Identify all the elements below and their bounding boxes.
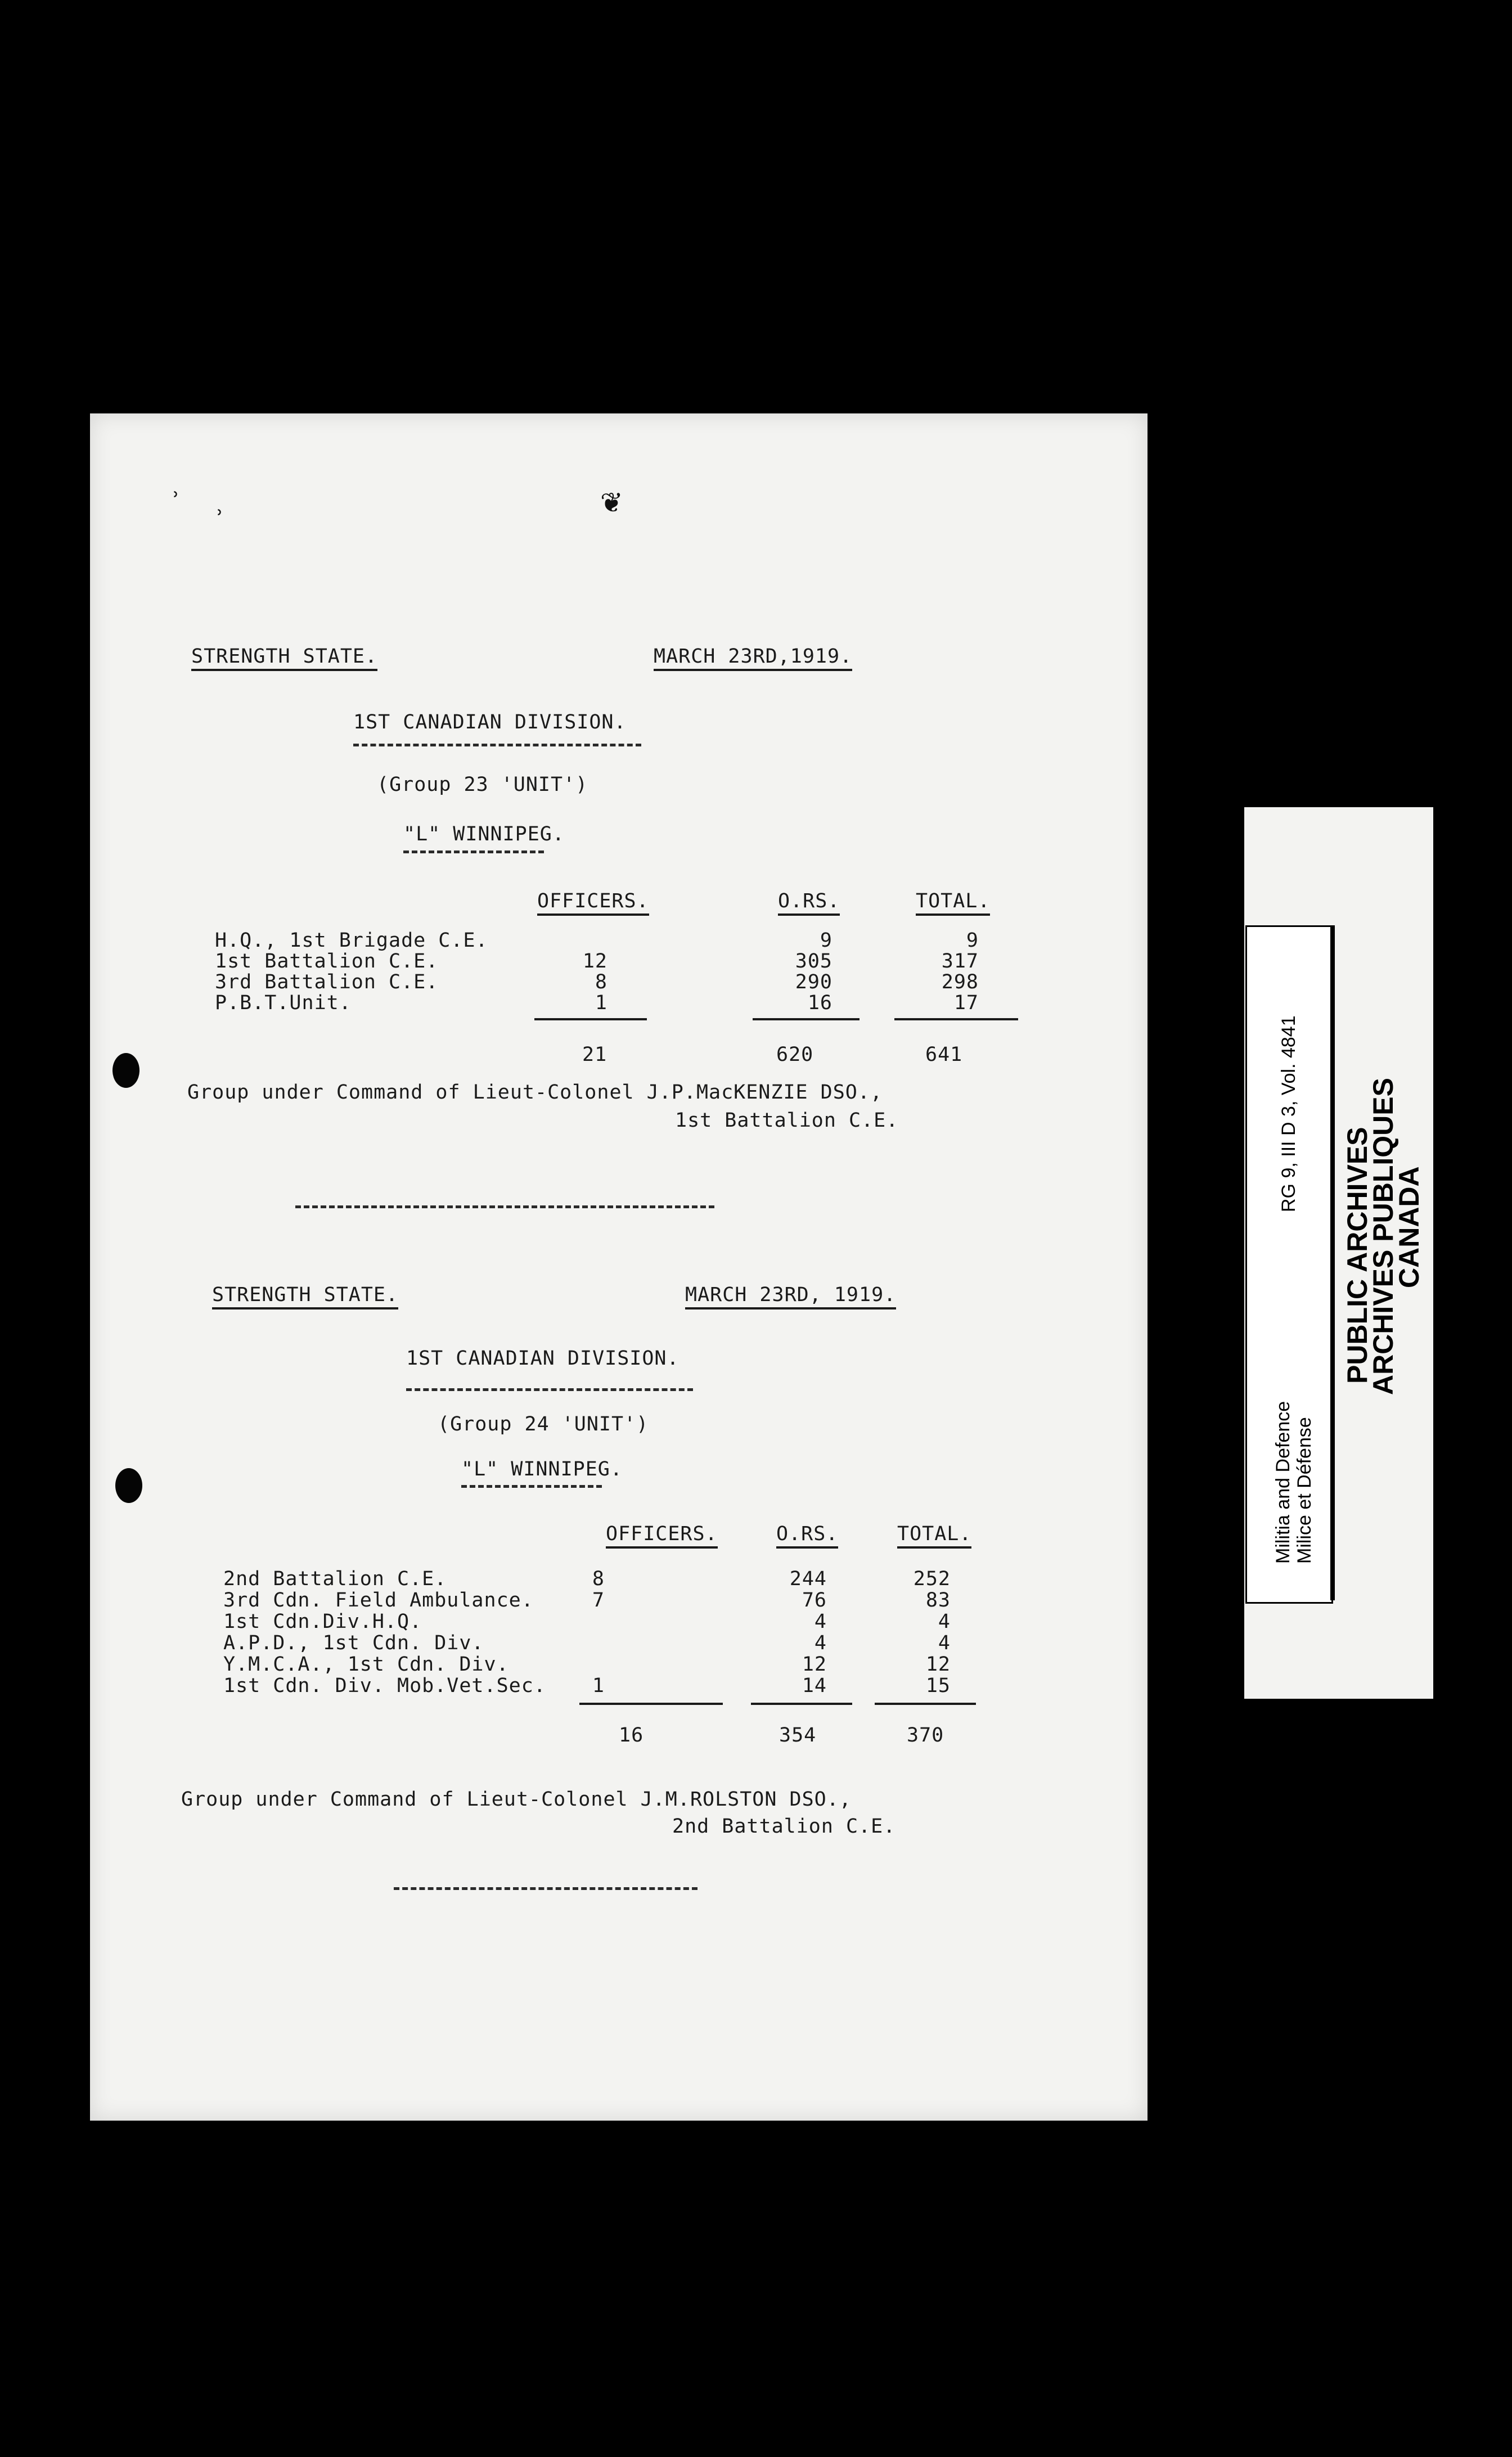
row-ors: 244 <box>789 1568 827 1590</box>
section1-total-officers: 21 <box>582 1043 608 1066</box>
row-total: 4 <box>938 1632 951 1654</box>
section2-col-ors: O.RS. <box>776 1524 838 1549</box>
section1-division-underline <box>353 744 641 746</box>
section1-command-line1: Group under Command of Lieut-Colonel J.P.MacKENZIE DSO., <box>187 1081 883 1104</box>
section2-col-officers: OFFICERS. <box>606 1524 718 1549</box>
row-unit: 1st Cdn.Div.H.Q. <box>223 1610 422 1633</box>
row-total: 12 <box>925 1653 951 1676</box>
archive-title-line2: ARCHIVES PUBLIQUES <box>1367 1078 1399 1395</box>
row-officers: 7 <box>592 1589 605 1612</box>
punch-hole-bottom <box>115 1468 142 1503</box>
section1-total-ors: 620 <box>776 1043 814 1066</box>
row-total: 17 <box>953 992 979 1014</box>
row-unit: 3rd Battalion C.E. <box>215 971 439 993</box>
stray-mark-1: ˒ <box>169 483 183 508</box>
row-ors: 76 <box>802 1589 827 1612</box>
row-unit: 3rd Cdn. Field Ambulance. <box>223 1589 534 1612</box>
section2-division: 1ST CANADIAN DIVISION. <box>406 1347 680 1370</box>
section1-sum-rule-total <box>894 1018 1018 1020</box>
row-unit: 1st Cdn. Div. Mob.Vet.Sec. <box>223 1675 546 1697</box>
row-total: 15 <box>925 1675 951 1697</box>
section2-col-total: TOTAL. <box>897 1524 971 1549</box>
row-ors: 9 <box>820 929 832 952</box>
section1-division: 1ST CANADIAN DIVISION. <box>353 711 627 734</box>
section2-total-total: 370 <box>907 1724 944 1747</box>
section2-header-left: STRENGTH STATE. <box>212 1285 398 1310</box>
section2-end-divider <box>394 1887 698 1890</box>
section2-destination: "L" WINNIPEG. <box>461 1458 623 1480</box>
section1-col-ors: O.RS. <box>778 892 840 916</box>
section2-command-line2: 2nd Battalion C.E. <box>672 1815 896 1838</box>
section2-division-underline <box>406 1388 693 1391</box>
archive-title-line3: CANADA <box>1393 1166 1425 1288</box>
stamp-mark: ❦ <box>601 481 622 520</box>
row-ors: 12 <box>802 1653 827 1676</box>
row-unit: H.Q., 1st Brigade C.E. <box>215 929 488 952</box>
section-divider <box>295 1205 714 1208</box>
row-total: 9 <box>966 929 979 952</box>
section1-command-line2: 1st Battalion C.E. <box>675 1109 899 1132</box>
row-total: 298 <box>941 971 979 993</box>
section2-command-line1: Group under Command of Lieut-Colonel J.M.ROLSTON DSO., <box>181 1788 852 1811</box>
row-ors: 290 <box>795 971 832 993</box>
row-unit: 1st Battalion C.E. <box>215 950 439 973</box>
row-total: 4 <box>938 1610 951 1633</box>
row-officers: 1 <box>592 1675 605 1697</box>
archive-fonds-fr: Milice et Défense <box>1294 1417 1315 1564</box>
row-ors: 305 <box>795 950 832 973</box>
section2-group: (Group 24 'UNIT') <box>438 1413 649 1436</box>
row-officers: 8 <box>592 1568 605 1590</box>
section1-sum-rule-officers <box>534 1018 647 1020</box>
section1-col-officers: OFFICERS. <box>537 892 649 916</box>
row-ors: 4 <box>814 1610 827 1633</box>
row-officers: 8 <box>595 971 608 993</box>
section1-col-total: TOTAL. <box>916 892 990 916</box>
row-ors: 16 <box>807 992 832 1014</box>
row-ors: 4 <box>814 1632 827 1654</box>
archive-tab-divider <box>1330 925 1335 1600</box>
section1-total-total: 641 <box>925 1043 963 1066</box>
row-unit: P.B.T.Unit. <box>215 992 352 1014</box>
section1-header-right: MARCH 23RD,1919. <box>654 647 852 671</box>
archive-fonds-en: Militia and Defence <box>1272 1401 1294 1564</box>
section1-group: (Group 23 'UNIT') <box>377 773 588 796</box>
row-ors: 14 <box>802 1675 827 1697</box>
section2-sum-rule-officers <box>579 1703 723 1705</box>
section2-destination-underline <box>461 1485 602 1488</box>
row-unit: 2nd Battalion C.E. <box>223 1568 447 1590</box>
punch-hole-top <box>112 1053 140 1088</box>
row-total: 317 <box>941 950 979 973</box>
archive-title-line1: PUBLIC ARCHIVES <box>1342 1127 1373 1384</box>
section2-total-ors: 354 <box>779 1724 817 1747</box>
section1-destination-underline <box>403 850 544 853</box>
section1-destination: "L" WINNIPEG. <box>403 823 565 845</box>
section2-sum-rule-total <box>875 1703 976 1705</box>
row-unit: Y.M.C.A., 1st Cdn. Div. <box>223 1653 509 1676</box>
row-total: 83 <box>925 1589 951 1612</box>
section1-header-left: STRENGTH STATE. <box>191 647 377 671</box>
row-officers: 12 <box>582 950 608 973</box>
section2-sum-rule-ors <box>751 1703 852 1705</box>
section2-header-right: MARCH 23RD, 1919. <box>685 1285 896 1310</box>
row-officers: 1 <box>595 992 608 1014</box>
section1-sum-rule-ors <box>753 1018 860 1020</box>
stray-mark-2: ˒ <box>213 501 227 526</box>
row-unit: A.P.D., 1st Cdn. Div. <box>223 1632 484 1654</box>
archive-reference: RG 9, III D 3, Vol. 4841 <box>1278 1015 1299 1212</box>
row-total: 252 <box>913 1568 951 1590</box>
section2-total-officers: 16 <box>619 1724 644 1747</box>
